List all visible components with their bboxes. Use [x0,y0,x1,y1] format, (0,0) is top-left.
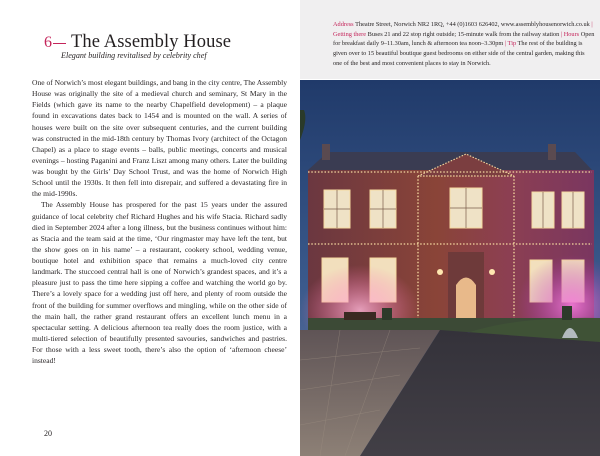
separator: | [560,30,563,38]
separator: | [504,40,507,48]
planter-right [562,306,572,320]
chapter-number: 6 [44,34,52,51]
tip-label: Tip [507,40,517,48]
address-label: Address [333,21,354,28]
planter-left [382,308,392,320]
chimney-left [322,144,330,160]
getting-there-label: Getting there [333,30,367,38]
body-paragraph-1: One of Norwich’s most elegant buildings, and bang in the city centre, The Assembly House was originally the site of a medieval church and seminary, St Mary in the Fields (which gave its name to the nearby Chapelfield development) – a plaque found in excavations dates back to 1454 and is mounted on the wall. A series of houses were built on the site over subsequent centuries, and the current building was constructed in the mid-18th century by Thomas Ivory (architect of the Octagon Chapel) as a place to stage events – balls, public meetings, concerts and musical evenings – hosting Paganini and Franz Liszt among many others. Later the building was bought by the Girls’ Day School Trust, and was the home of Norwich High School until the 1930s. It then fell into disrepair, and suffered a devastating fire in the mid-1990s. [32,78,287,199]
info-box [300,0,600,79]
chapter-rule [53,43,66,44]
assembly-house-photo [300,80,600,456]
address-text: Theatre Street, Norwich NR2 1RQ, +44 (0)1603 626402, www.assemblyhousenorwich.co.uk [355,21,590,28]
getting-there-text: Buses 21 and 22 stop right outside; 15-minute walk from the railway station [367,30,560,38]
hours-label: Hours [563,30,580,38]
right-page [300,0,600,456]
chapter-subtitle: Elegant building revitalised by celebrity chef [61,51,207,60]
separator: | [591,21,593,28]
lamp-right [489,269,495,275]
bench [344,312,376,320]
hours-text: Open for breakfast daily 9–11.30am, lunch & afternoon tea noon–3.30pm [333,30,595,48]
chapter-heading [44,32,284,53]
body-text [32,77,287,366]
lamp-left [437,269,443,275]
body-paragraph-2: The Assembly House has prospered for the past 15 years under the assured guidance of local celebrity chef Richard Hughes and his wife Stacia. Richard sadly died in September 2024 after a long illness, but the business continues without him: as Stacia and the team said at the time, ‘Our ringmaster may have left the tent, but the show goes on in his name’ – a restaurant, cookery school, wedding venue, boutique hotel and exhibition space that remains a much-loved city centre landmark. The stuccoed central hall is one of Norwich’s grandest spaces, and it’s a pleasure just to pass the time here sipping a coffee and watching the world go by. There’s a lovely space for a wedding just off here, and plenty of room outside the front of the building for summer overflows and mingling, while on the other side of the main hall, the rather grand restaurant offers an excellent lunch menu in a spectacular setting. A delicious afternoon tea really does the room justice, with a multi-tiered selection of beautifully presented savouries, sandwiches and pastries. For those with a less sweet tooth, there’s also the option of ‘afternoon cheese’ instead! [32,200,287,366]
tip-text: The rest of the building is given over to 15 beautiful boutique guest bedrooms on either side of the central garden, making this one of the best and most convenient places to stay in Norwich. [333,40,585,67]
chimney-right [548,144,556,160]
chapter-title: The Assembly House [71,32,232,52]
page-number: 20 [44,429,52,438]
info-text [333,20,595,68]
